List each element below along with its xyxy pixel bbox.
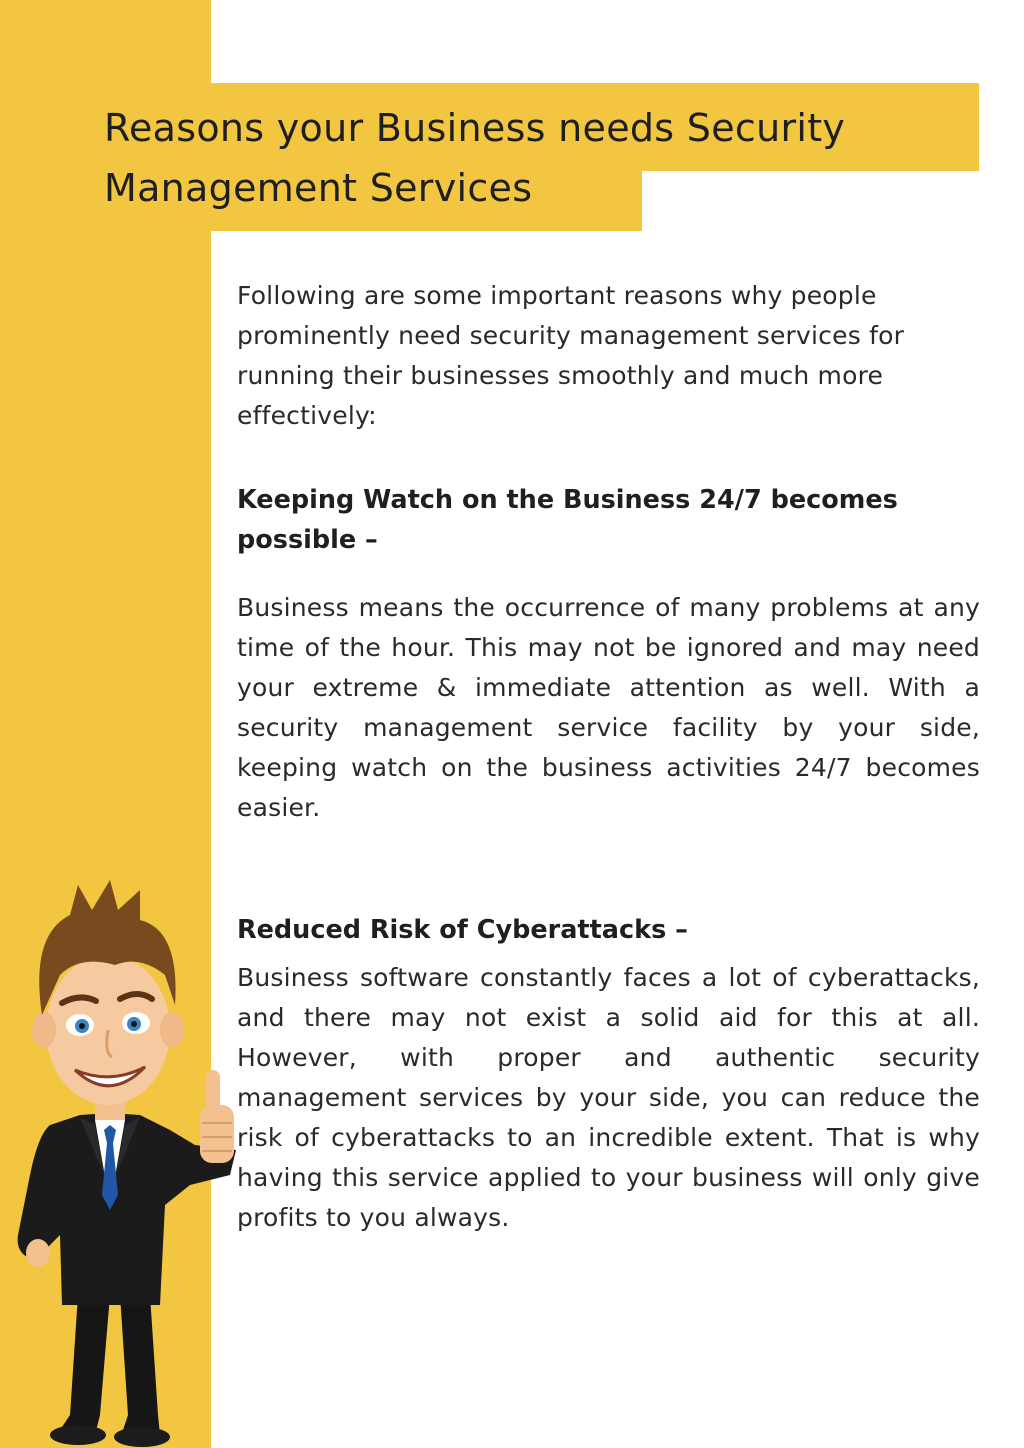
main-content [237, 276, 980, 1238]
section-body-24-7-watch: Business means the occurrence of many problems at any time of the hour. This may not be ignored and may need your extreme & immediate attention as well. With a security management service facility by your side, keeping watch on the business activities 24/7 becomes easier. [237, 593, 980, 822]
section-heading-cyberattacks: Reduced Risk of Cyberattacks – [237, 915, 688, 945]
page-title: Reasons your Business needs Security Management Services [104, 106, 846, 210]
section-heading-24-7-watch: Keeping Watch on the Business 24/7 becomes possible – [237, 485, 898, 555]
thumbs-up-icon [200, 1070, 234, 1163]
businessman-mascot-image [0, 875, 240, 1448]
intro-paragraph: Following are some important reasons why people prominently need security management services for running their businesses smoothly and much more effectively: [237, 281, 905, 430]
mascot-head [32, 880, 184, 1105]
section-body-cyberattacks: Business software constantly faces a lot of cyberattacks, and there may not exist a solid aid for this at all. However, with proper and authentic security management services by your side, you can reduce the risk of cyberattacks to an incredible extent. That is why having this service applied to your business will only give profits to you always. [237, 963, 980, 1232]
mascot-left-hand [26, 1239, 50, 1267]
mascot-legs [50, 1295, 170, 1447]
